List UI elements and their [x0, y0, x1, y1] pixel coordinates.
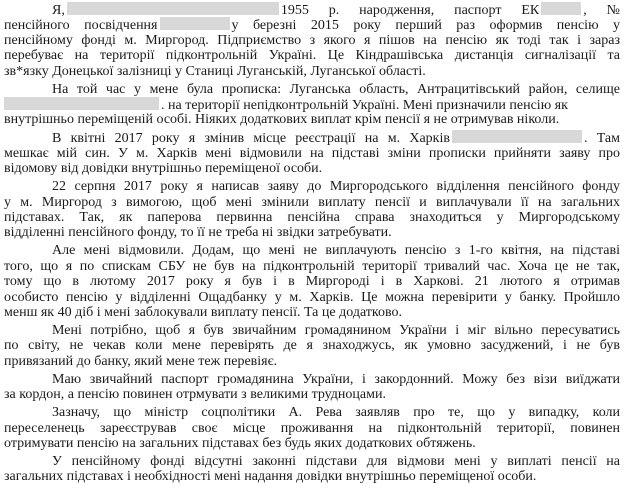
text-segment: переселенець зареєстрував своє місце проживання на підконтольній території, повинен: [4, 420, 620, 436]
text-line: [4, 274, 620, 289]
text-line: [4, 179, 620, 194]
text-segment: у березні 2015 року перший раз оформив пенсію у: [231, 18, 620, 33]
text-line: [4, 17, 620, 32]
text-line: [4, 33, 620, 48]
text-line: [4, 405, 620, 420]
text-line: [4, 387, 620, 402]
text-segment: привязаний до банку, який мене теж перевіяє.: [4, 353, 278, 369]
text-segment: зв*язку Донецької залізниці у Станиці Луганській, Луганської області.: [4, 63, 426, 79]
text-segment: за кордон, а пенсію повинен отрмувати з великими трудноцами.: [4, 387, 386, 403]
text-line: [4, 130, 620, 145]
text-segment: пенсійному фонді м. Миргород. Підприємство з якого я пішов на пенсію як тоді так і зараз: [4, 32, 620, 48]
text-segment: мешкає мій син. У м. Харків мені відмовили на підставі зміни прописки прийняти заяву про: [4, 145, 620, 161]
text-segment: Мені потрібно, щоб я був звичайним громадянином України і міг вільно пересуватись: [52, 323, 620, 338]
text-line: [4, 372, 620, 387]
text-line: [4, 259, 620, 274]
text-line: [4, 210, 620, 225]
text-line: [4, 290, 620, 305]
text-segment: . Там: [583, 131, 620, 146]
text-segment: у м. Миргород з вимогою, щоб мені змінили виплату пенсії и виплачували її на загальних: [4, 194, 620, 210]
text-segment: 22 серпня 2017 року я написав заяву до Миргородського відділення пенсійного фонду: [52, 179, 620, 195]
text-segment: На той час у мене була прописка: Луганська область, Антрацитівський район, селище: [52, 81, 620, 97]
text-line: [4, 82, 620, 97]
text-line: [4, 112, 620, 127]
redacted-block: [452, 130, 582, 143]
text-segment: внутрішньо переміщеній особі. Ніяких додаткових виплат крім пенсії я не отримував ніколи.: [4, 112, 560, 128]
text-segment: , №: [583, 3, 620, 17]
text-line: [4, 161, 620, 176]
text-line: [4, 48, 620, 63]
text-segment: підставах. Так, як паперова первинна пенсійна справа знаходиться у Миргородському: [4, 210, 620, 225]
text-segment: Зазначу, що міністр соцполітики А. Рева заявляв про те, що у випадку, коли: [52, 405, 620, 421]
text-line: [4, 305, 620, 320]
text-segment: Але мені відмовили. Додам, що мені не виплачують пенсію з 1-го квітня, на підставі: [52, 243, 620, 259]
text-line: [4, 64, 620, 79]
redacted-block: [67, 2, 279, 15]
text-segment: В квітні 2017 року я змінив місце реєстрації на м. Харків: [52, 131, 450, 146]
text-segment: Я,: [52, 3, 65, 17]
text-line: [4, 421, 620, 436]
text-line: [4, 469, 620, 484]
text-line: [4, 338, 620, 353]
text-line: [4, 2, 620, 17]
text-segment: відділенні пенсійного фонду, то її не треба ні звідки затребувати.: [4, 225, 392, 241]
redacted-block: [4, 97, 159, 110]
redacted-block: [160, 17, 230, 30]
text-segment: Маю звичайний паспорт громадянина України, і закордонний. Можу без візи виїджати: [52, 371, 620, 387]
text-segment: тому що в лютому 2017 року я був і в Миргороді і в Харкові. 21 лютого я отримав: [4, 274, 620, 290]
text-segment: особисто пенсію у відділенні Ощадбанку у м. Харків. Це можна перевірити у банку. Пройшло: [4, 289, 620, 305]
text-segment: У пенсійному фонді відсутні законні підстави для відмови мені у виплаті пенсії на: [52, 454, 620, 469]
text-segment: відомову від довідки внутрішньо переміщеної особи.: [4, 161, 323, 177]
text-line: [4, 243, 620, 258]
text-line: [4, 354, 620, 369]
text-line: [4, 323, 620, 338]
text-segment: менш як 40 діб і мені заблокували виплату пенсії. Та це додатково.: [4, 305, 403, 320]
redacted-block: [541, 2, 581, 15]
text-segment: отримувати пенсію на загальних підставах без будь яких додаткових обтяжень.: [4, 436, 476, 451]
text-segment: пенсійного посвідчення: [4, 18, 158, 33]
text-line: [4, 436, 620, 451]
text-line: [4, 225, 620, 240]
text-segment: по світу, не чекав коли мене перевірять де я знаходжусь, як умовно засуджений, і не був: [4, 338, 620, 354]
text-segment: того, що я по спискам СБУ не був на підконтрольній території тривалий час. Хоча це не так,: [4, 258, 620, 274]
text-segment: загальних підставах і необхідності мені надання довідки внутрішньо переміщеної особи.: [4, 469, 537, 485]
text-segment: 1955 р. народження, паспорт ЕК: [280, 3, 540, 17]
text-line: [4, 195, 620, 210]
text-line: [4, 454, 620, 469]
text-segment: перебуває на території підконтрольній Україні. Це Кіндрашівська дистанція сигналізації та: [4, 48, 620, 64]
text-line: [4, 146, 620, 161]
text-segment: . на території непідконтрольній Україні. Мені призначили пенсію як: [161, 98, 568, 112]
text-line: [4, 97, 620, 112]
